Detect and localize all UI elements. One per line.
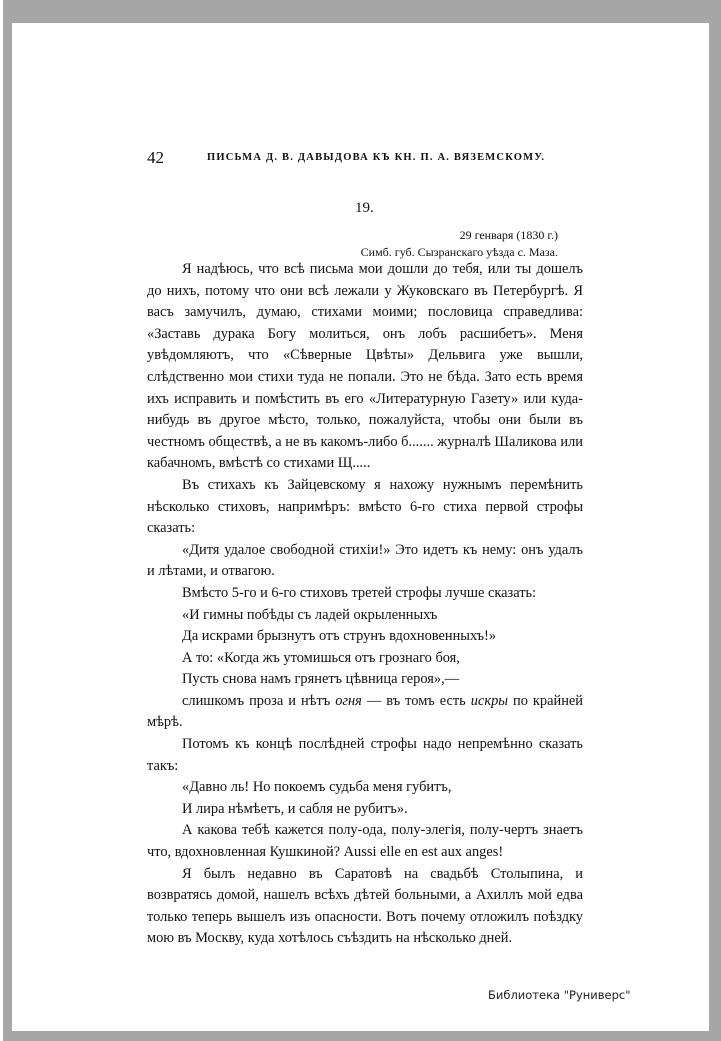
paragraph: А какова тебѣ кажется полу-ода, полу-элегія, полу-чертъ знаетъ что, вдохновленная Кушкиной? Aussi elle en est aux anges!: [147, 822, 583, 861]
page-edge: [0, 0, 3, 1041]
paragraph: Вмѣсто 5-го и 6-го стиховъ третей строфы лучше сказать:: [182, 584, 537, 601]
verse-line: «И гимны побѣды съ ладей окрыленныхъ: [182, 606, 438, 623]
italic-word: искры: [470, 692, 509, 709]
page-number: 42: [147, 148, 164, 167]
letter-place: Симб. губ. Сызранскаго уѣзда с. Маза.: [360, 245, 558, 259]
text-run: слишкомъ проза и нѣтъ: [182, 692, 336, 709]
verse-line: И лира нѣмѣетъ, и сабля не рубитъ».: [182, 800, 408, 817]
letter-number: 19.: [355, 200, 374, 216]
paragraph: Въ стихахъ къ Зайцевскому я нахожу нужнымъ перемѣнить нѣсколько стиховъ, напримѣръ: вмѣсто 6-го стиха первой строфы сказать:: [147, 476, 583, 537]
verse-line: Да искрами брызнутъ отъ струнъ вдохновенныхъ!»: [182, 628, 497, 645]
paragraph: [147, 691, 583, 734]
letter-body: [147, 259, 583, 950]
letter-date: 29 генваря (1830 г.): [459, 228, 558, 242]
text-run: — въ томъ есть: [361, 692, 471, 709]
verse-line: Пусть снова намъ грянетъ цѣвница героя»,—: [182, 671, 460, 688]
paragraph: Я надѣюсь, что всѣ письма мои дошли до тебя, или ты дошелъ до нихъ, потому что они всѣ лежали у Жуковскаго въ Петербургѣ. Я васъ замучилъ, думаю, стихами моими; пословица справедлива: «Заставь дурака Богу молиться, онъ лобъ расшибетъ». Меня увѣдомляютъ, что «Сѣверные Цвѣты» Дельвига уже вышли, слѣдственно мои стихи туда не попали. Это не бѣда. Зато есть время ихъ исправить и помѣстить въ его «Литературную Газету» или куда-нибудь въ другое мѣсто, только, пожалуйста, чтобы они были въ честномъ обществѣ, а не въ какомъ-либо б....... журналѣ Шаликова или кабачномъ, вмѣстѣ со стихами Щ.....: [147, 261, 583, 472]
page-header: [147, 148, 587, 168]
italic-word: огня: [335, 692, 362, 709]
verse-line: «Давно ль! Но покоемъ судьба меня губитъ,: [182, 779, 452, 796]
running-title: ПИСЬМА Д. В. ДАВЫДОВА КЪ КН. П. А. ВЯЗЕМСКОМУ.: [207, 152, 546, 163]
text-run: по крайней мѣрѣ.: [147, 692, 583, 731]
letter-dateline: [300, 227, 558, 261]
library-watermark: Библиотека "Руниверс": [488, 988, 631, 1002]
verse-line: А то: «Когда жъ утомишься отъ грознаго боя,: [182, 649, 460, 666]
paragraph: Я былъ недавно въ Саратовѣ на свадьбѣ Столыпина, и возвратясь домой, нашелъ всѣхъ дѣтей больными, а Ахиллъ мой едва только теперь вышелъ изъ опасности. Вотъ почему отложилъ поѣздку мою въ Москву, куда хотѣлось съѣздить на нѣсколько дней.: [147, 865, 583, 947]
paragraph: Потомъ къ концѣ послѣдней строфы надо непремѣнно сказать такъ:: [147, 736, 583, 774]
paragraph: «Дитя удалое свободной стихіи!» Это идетъ къ нему: онъ удалъ и лѣтами, и отвагою.: [147, 541, 583, 580]
